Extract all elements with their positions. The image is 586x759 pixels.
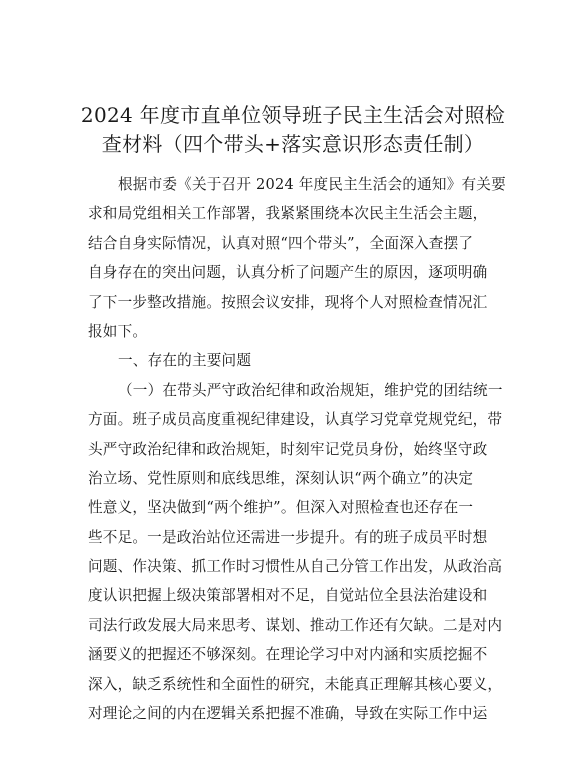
- text-line: 根据市委《关于召开 2024 年度民主生活会的通知》有关要: [118, 176, 506, 193]
- text-line: 性意义，坚决做到“两个维护”。但深入对照检查也还存在一: [88, 499, 474, 517]
- text-line: 自身存在的突出问题，认真分析了问题产生的原因，逐项明确: [88, 264, 488, 282]
- text-line: 治立场、党性原则和底线思维，深刻认识“两个确立”的决定: [88, 469, 474, 487]
- paragraph-section-1: [88, 376, 503, 729]
- title-line: 查材料（四个带头+落实意识形态责任制）: [101, 132, 485, 156]
- text-line: 报如下。: [88, 322, 148, 340]
- text-line: 头严守政治纪律和政治规矩，时刻牢记党员身份，始终坚守政: [88, 440, 488, 458]
- text-line: 了下一步整改措施。按照会议安排，现将个人对照检查情况汇: [88, 293, 488, 311]
- text-line: 涵要义的把握还不够深刻。在理论学习中对内涵和实质挖掘不: [88, 646, 488, 664]
- document-title: [80, 101, 506, 159]
- text-line: 些不足。一是政治站位还需进一步提升。有的班子成员平时想: [88, 528, 488, 546]
- heading-line: 一、存在的主要问题: [118, 352, 252, 370]
- text-line: 问题、作决策、抓工作时习惯性从自己分管工作出发，从政治高: [88, 558, 503, 576]
- text-line: 结合自身实际情况，认真对照“四个带头”，全面深入查摆了: [88, 234, 474, 252]
- paragraph-intro: [88, 170, 506, 346]
- section-heading: [88, 346, 498, 375]
- text-line: 对理论之间的内在逻辑关系把握不准确，导致在实际工作中运: [88, 705, 488, 723]
- text-line: 方面。班子成员高度重视纪律建设，认真学习党章党规党纪，带: [88, 411, 503, 429]
- text-line: 深入，缺乏系统性和全面性的研究，未能真正理解其核心要义，: [88, 675, 503, 693]
- text-line: 度认识把握上级决策部署相对不足，自觉站位全县法治建设和: [88, 587, 488, 605]
- text-line: 求和局党组相关工作部署，我紧紧围绕本次民主生活会主题，: [88, 205, 488, 223]
- text-line: 司法行政发展大局来思考、谋划、推动工作还有欠缺。二是对内: [88, 616, 503, 634]
- text-line: （一）在带头严守政治纪律和政治规矩，维护党的团结统一: [118, 381, 503, 399]
- title-line: 2024 年度市直单位领导班子民主生活会对照检: [80, 103, 506, 127]
- document-body: [88, 170, 506, 728]
